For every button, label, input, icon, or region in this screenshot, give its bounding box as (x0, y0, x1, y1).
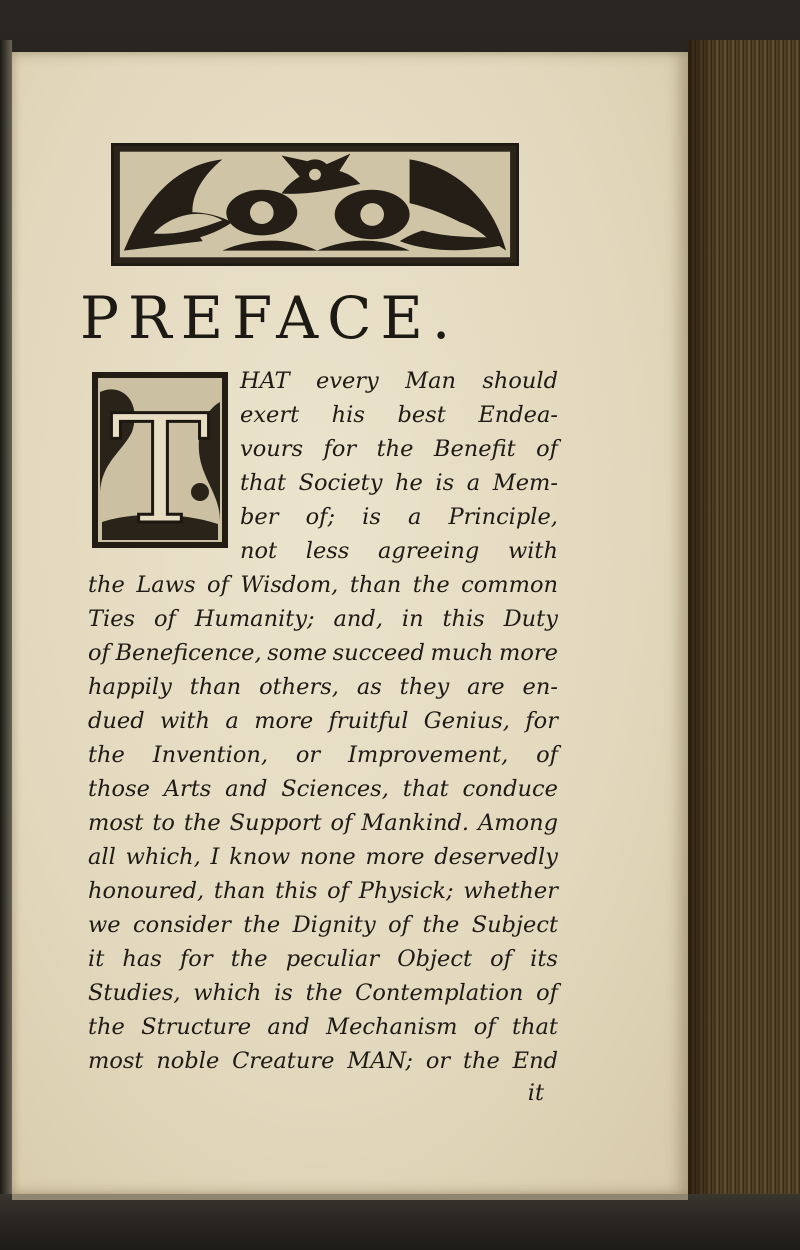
text-line: honoured, than this of Physick; whether (88, 878, 558, 904)
text-line: it has for the peculiar Object of its (88, 946, 558, 972)
text-line: Ties of Humanity; and, in this Duty (88, 606, 558, 632)
text-line: not less agreeing with (240, 538, 558, 564)
text-line: exert his best Endea- (240, 402, 558, 428)
text-line: the Laws of Wisdom, than the common (88, 572, 558, 598)
text-line: most to the Support of Mankind. Among (88, 810, 558, 836)
text-line: Studies, which is the Contemplation of (88, 980, 558, 1006)
text-line: we consider the Dignity of the Subject (88, 912, 558, 938)
text-line: most noble Creature MAN; or the End (88, 1048, 558, 1074)
text-line: those Arts and Sciences, that conduce (88, 776, 558, 802)
text-line: ber of; is a Principle, (240, 504, 558, 530)
left-binding (0, 40, 12, 1200)
text-line: dued with a more fruitful Genius, for (88, 708, 558, 734)
page-title: PREFACE. (80, 284, 460, 352)
decorated-initial-t-icon (92, 372, 228, 548)
text-line: all which, I know none more deservedly (88, 844, 558, 870)
catchword: it (527, 1080, 544, 1106)
text-line: of Beneficence, some succeed much more (88, 640, 558, 666)
text-line: HAT every Man should (240, 368, 558, 394)
text-line: vours for the Benefit of (240, 436, 558, 462)
headpiece-ornament-icon (111, 143, 519, 266)
scan-bottom-edge (0, 1194, 800, 1250)
book-page-edges (688, 40, 800, 1200)
text-line: that Society he is a Mem- (240, 470, 558, 496)
initial-letter: T (109, 384, 211, 548)
text-line: the Structure and Mechanism of that (88, 1014, 558, 1040)
text-line: the Invention, or Improvement, of (88, 742, 558, 768)
text-line: happily than others, as they are en- (88, 674, 558, 700)
